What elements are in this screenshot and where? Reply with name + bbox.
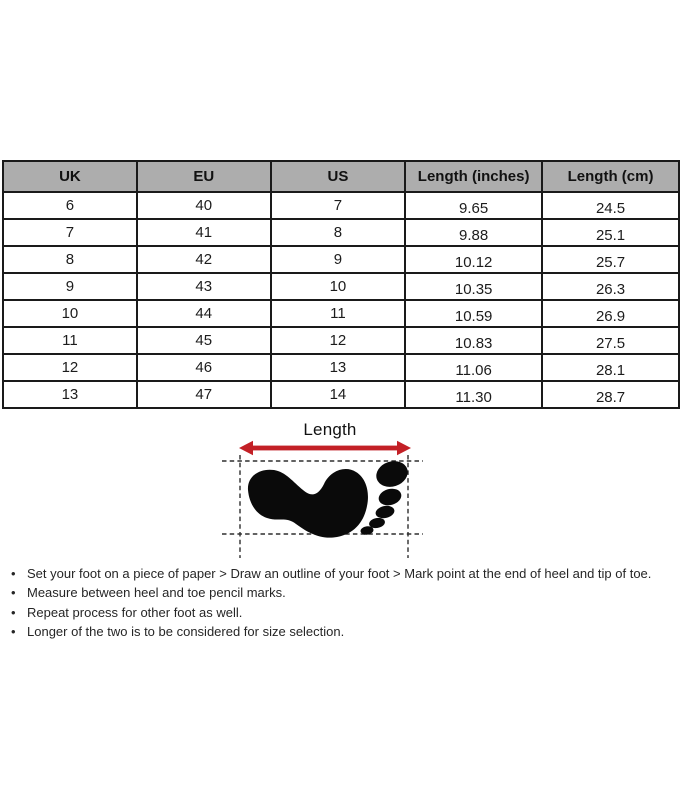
size-cell: 13: [271, 354, 406, 381]
size-cell: 12: [3, 354, 137, 381]
col-header-eu: EU: [137, 161, 271, 192]
size-cell: 26.9: [542, 300, 679, 327]
table-row: [3, 381, 679, 408]
size-cell: 42: [137, 246, 271, 273]
size-cell: 13: [3, 381, 137, 408]
measuring-instructions: [10, 564, 682, 641]
length-label: Length: [303, 420, 357, 439]
col-header-length-inches: Length (inches): [405, 161, 542, 192]
bullet-icon: •: [11, 585, 16, 601]
instruction-item: [10, 622, 682, 641]
size-cell: 10.12: [405, 246, 542, 273]
table-row: [3, 300, 679, 327]
col-header-uk: UK: [3, 161, 137, 192]
col-header-length-cm: Length (cm): [542, 161, 679, 192]
size-cell: 10.59: [405, 300, 542, 327]
size-cell: 47: [137, 381, 271, 408]
size-cell: 10: [271, 273, 406, 300]
table-row: [3, 354, 679, 381]
col-header-us: US: [271, 161, 406, 192]
size-cell: 25.7: [542, 246, 679, 273]
instruction-item: [10, 603, 682, 622]
size-cell: 46: [137, 354, 271, 381]
length-arrow-icon: [239, 441, 411, 455]
size-cell: 11.30: [405, 381, 542, 408]
instruction-item: [10, 564, 682, 583]
size-cell: 9: [3, 273, 137, 300]
table-row: [3, 273, 679, 300]
size-cell: 7: [3, 219, 137, 246]
size-chart-table: [2, 160, 680, 409]
instruction-text: Measure between heel and toe pencil marks.: [27, 585, 286, 601]
instruction-text: Set your foot on a piece of paper > Draw an outline of your foot > Mark point at the end of heel and tip of toe.: [27, 566, 652, 581]
table-row: [3, 219, 679, 246]
size-chart-table-wrap: [2, 160, 680, 409]
footprint-icon: [248, 457, 411, 537]
size-cell: 24.5: [542, 192, 679, 219]
instruction-item: [10, 583, 682, 602]
size-cell: 28.1: [542, 354, 679, 381]
size-cell: 27.5: [542, 327, 679, 354]
size-cell: 44: [137, 300, 271, 327]
bullet-icon: •: [11, 623, 16, 639]
size-cell: 11: [271, 300, 406, 327]
instruction-text: Longer of the two is to be considered for size selection.: [27, 623, 345, 639]
size-cell: 43: [137, 273, 271, 300]
size-cell: 26.3: [542, 273, 679, 300]
size-cell: 14: [271, 381, 406, 408]
size-cell: 8: [3, 246, 137, 273]
instruction-text: Repeat process for other foot as well.: [27, 604, 243, 620]
size-cell: 11.06: [405, 354, 542, 381]
size-cell: 10.83: [405, 327, 542, 354]
size-cell: 6: [3, 192, 137, 219]
size-cell: 9.65: [405, 192, 542, 219]
size-cell: 10: [3, 300, 137, 327]
size-cell: 9: [271, 246, 406, 273]
size-cell: 28.7: [542, 381, 679, 408]
size-cell: 40: [137, 192, 271, 219]
size-cell: 8: [271, 219, 406, 246]
size-cell: 41: [137, 219, 271, 246]
foot-measuring-diagram: [210, 420, 425, 565]
size-cell: 7: [271, 192, 406, 219]
size-cell: 10.35: [405, 273, 542, 300]
table-header-row: [3, 161, 679, 192]
size-cell: 9.88: [405, 219, 542, 246]
table-row: [3, 327, 679, 354]
size-cell: 12: [271, 327, 406, 354]
bullet-icon: •: [11, 604, 16, 620]
size-cell: 11: [3, 327, 137, 354]
size-cell: 45: [137, 327, 271, 354]
table-row: [3, 246, 679, 273]
bullet-icon: •: [11, 566, 16, 581]
size-cell: 25.1: [542, 219, 679, 246]
table-row: [3, 192, 679, 219]
